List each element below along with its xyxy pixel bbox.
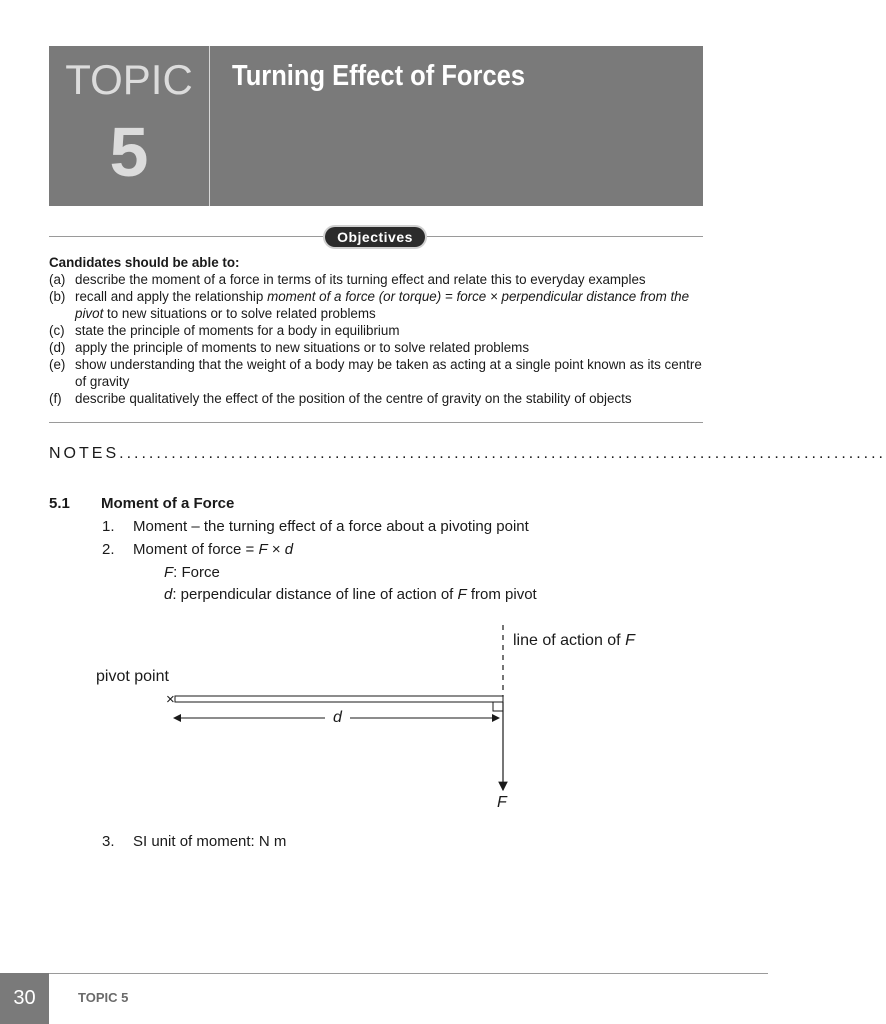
objective-letter: (a) bbox=[49, 272, 66, 287]
objectives-badge: Objectives bbox=[325, 227, 425, 247]
objective-letter: (c) bbox=[49, 323, 65, 338]
footer-label: TOPIC 5 bbox=[78, 990, 129, 1005]
objective-text: show understanding that the weight of a body may be taken as acting at a single point known as its centre of gravity bbox=[75, 357, 702, 389]
section-title: Moment of a Force bbox=[101, 495, 235, 512]
objective-text-italic: moment of a force (or torque) = force × perpendicular distance from the pivot bbox=[75, 289, 690, 321]
def-text-post: from pivot bbox=[466, 586, 537, 603]
objective-text-pre: recall and apply the relationship bbox=[75, 289, 268, 304]
list-item-text: SI unit of moment: N m bbox=[133, 833, 287, 850]
def-text: : Force bbox=[173, 564, 220, 581]
objective-letter: (f) bbox=[49, 391, 62, 406]
objective-text: describe qualitatively the effect of the position of the centre of gravity on the stability of objects bbox=[75, 391, 632, 406]
objective-text: apply the principle of moments to new situations or to solve related problems bbox=[75, 340, 530, 355]
pivot-label: pivot point bbox=[96, 668, 169, 685]
force-label: F bbox=[497, 794, 507, 811]
objective-text-post: to new situations or to solve related problems bbox=[103, 306, 376, 321]
objective-text: describe the moment of a force in terms of its turning effect and relate this to everyday examples bbox=[75, 272, 646, 287]
right-angle-mark bbox=[493, 702, 503, 711]
times-sign: × bbox=[267, 541, 285, 558]
list-item-number: 3. bbox=[102, 833, 115, 850]
def-var-f: F bbox=[457, 586, 467, 603]
list-item bbox=[102, 833, 286, 850]
lever-bar bbox=[175, 696, 503, 702]
def-var: d bbox=[164, 586, 173, 603]
list-item-text: Moment – the turning effect of a force about a pivoting point bbox=[133, 518, 529, 535]
var-f: F bbox=[258, 541, 268, 558]
objectives-intro: Candidates should be able to: bbox=[49, 255, 240, 270]
objective-text: state the principle of moments for a body in equilibrium bbox=[75, 323, 400, 338]
section-number: 5.1 bbox=[49, 495, 70, 512]
objective-letter: (e) bbox=[49, 357, 66, 372]
page-title: Turning Effect of Forces bbox=[232, 60, 526, 92]
line-label-var: F bbox=[625, 632, 635, 649]
notes-dot-leader: ....................................................................................................... bbox=[119, 445, 886, 462]
list-item-number: 2. bbox=[102, 541, 115, 558]
objective-letter: (b) bbox=[49, 289, 66, 304]
def-text-pre: : perpendicular distance of line of action of bbox=[172, 586, 458, 603]
line-label-text: line of action of bbox=[513, 632, 626, 649]
line-of-action-label bbox=[513, 632, 635, 650]
page-number: 30 bbox=[0, 973, 49, 1024]
objective-letter: (d) bbox=[49, 340, 66, 355]
distance-label: d bbox=[333, 709, 342, 726]
pivot-mark: × bbox=[166, 691, 175, 708]
footer-divider bbox=[49, 973, 768, 974]
notes-heading-text: NOTES bbox=[49, 445, 120, 462]
def-var: F bbox=[164, 564, 174, 581]
topic-word: TOPIC bbox=[65, 56, 193, 103]
list-item-number: 1. bbox=[102, 518, 115, 535]
var-d: d bbox=[284, 541, 294, 558]
topic-number: 5 bbox=[109, 113, 149, 191]
list-item-text: Moment of force = bbox=[133, 541, 259, 558]
